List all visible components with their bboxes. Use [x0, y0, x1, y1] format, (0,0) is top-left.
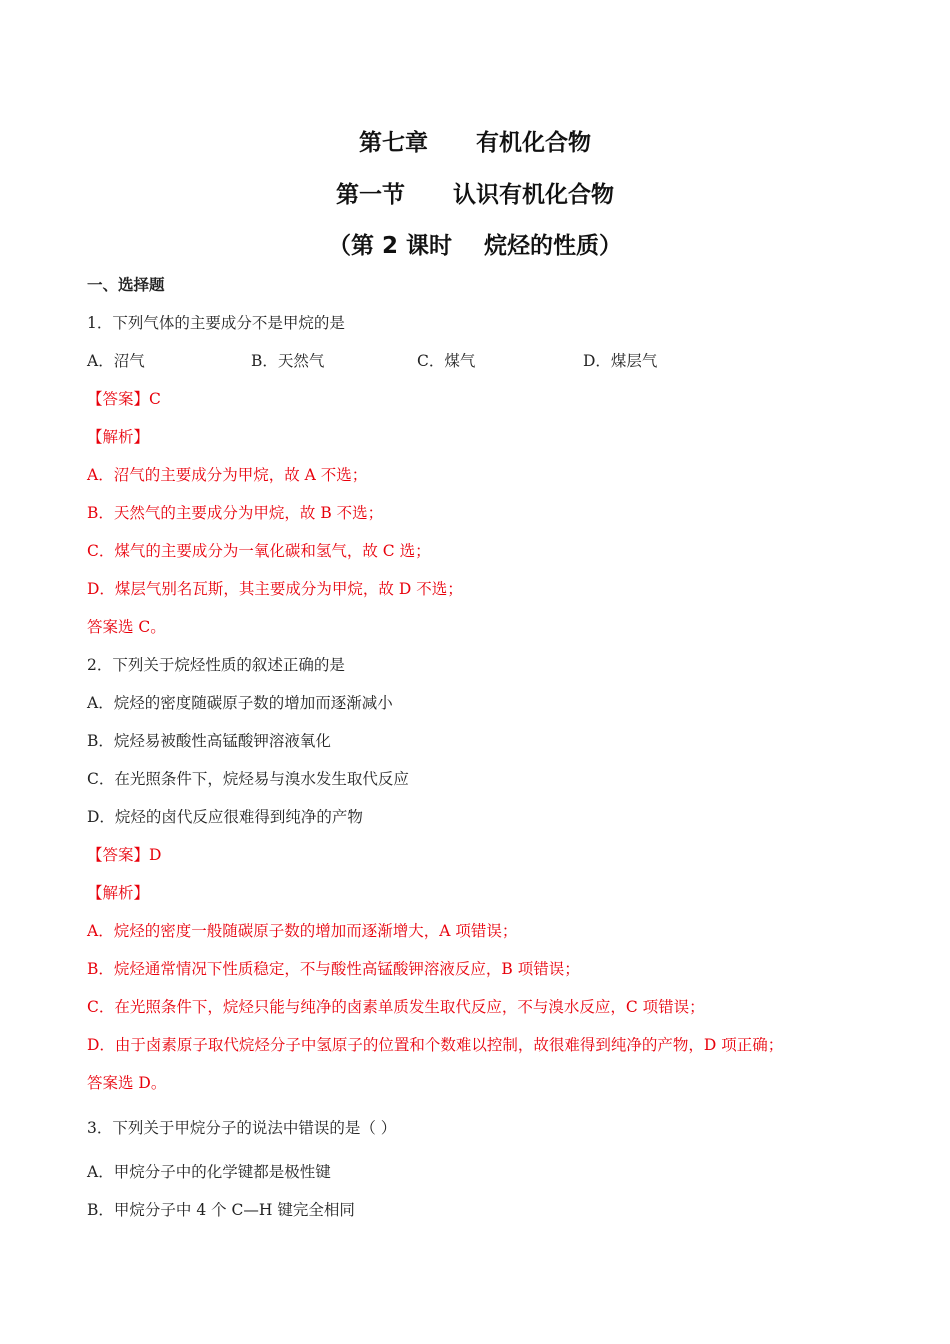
question-2-option-c: C．在光照条件下，烷烃易与溴水发生取代反应	[87, 770, 409, 788]
question-2-option-b: B．烷烃易被酸性高锰酸钾溶液氧化	[87, 732, 331, 750]
section-title: 第一节 认识有机化合物	[335, 182, 615, 208]
question-2-option-a: A．烷烃的密度随碳原子数的增加而逐渐减小	[87, 694, 393, 712]
lesson-title: （第 2 课时 烷烃的性质）	[327, 233, 623, 259]
question-1-analysis-a: A．沼气的主要成分为甲烷，故 A 不选；	[87, 466, 368, 484]
question-3-option-b: B．甲烷分子中 4 个 C—H 键完全相同	[87, 1201, 355, 1219]
question-2-option-d: D．烷烃的卤代反应很难得到纯净的产物	[87, 808, 363, 826]
question-2-analysis-d: D．由于卤素原子取代烷烃分子中氢原子的位置和个数难以控制，故很难得到纯净的产物，D 项正确；	[87, 1036, 784, 1054]
question-2-stem: 2．下列关于烷烃性质的叙述正确的是	[87, 656, 345, 674]
question-1-answer: 【答案】C	[87, 390, 161, 408]
question-1-analysis-b: B．天然气的主要成分为甲烷，故 B 不选；	[87, 504, 384, 522]
question-1-option-d: D．煤层气	[583, 352, 658, 370]
question-3-option-a: A．甲烷分子中的化学键都是极性键	[87, 1163, 331, 1181]
chapter-title: 第七章 有机化合物	[358, 130, 592, 156]
question-1-stem: 1．下列气体的主要成分不是甲烷的是	[87, 314, 345, 332]
question-2-analysis-c: C．在光照条件下，烷烃只能与纯净的卤素单质发生取代反应，不与溴水反应，C 项错误；	[87, 998, 705, 1016]
question-3-stem: 3．下列关于甲烷分子的说法中错误的是（ ）	[87, 1119, 397, 1137]
question-2-conclusion: 答案选 D。	[87, 1074, 167, 1092]
question-2-analysis-label: 【解析】	[87, 884, 150, 902]
question-1-option-c: C．煤气	[417, 352, 476, 370]
question-1-analysis-label: 【解析】	[87, 428, 150, 446]
question-2-analysis-a: A．烷烃的密度一般随碳原子数的增加而逐渐增大，A 项错误；	[87, 922, 518, 940]
question-2-answer: 【答案】D	[87, 846, 162, 864]
question-2-analysis-b: B．烷烃通常情况下性质稳定，不与酸性高锰酸钾溶液反应，B 项错误；	[87, 960, 580, 978]
question-1-option-a: A．沼气	[87, 352, 145, 370]
question-1-analysis-d: D．煤层气别名瓦斯，其主要成分为甲烷，故 D 不选；	[87, 580, 463, 598]
part-heading: 一、选择题	[87, 276, 165, 294]
question-1-conclusion: 答案选 C。	[87, 618, 166, 636]
question-1-analysis-c: C．煤气的主要成分为一氧化碳和氢气，故 C 选；	[87, 542, 431, 560]
question-1-option-b: B．天然气	[251, 352, 325, 370]
